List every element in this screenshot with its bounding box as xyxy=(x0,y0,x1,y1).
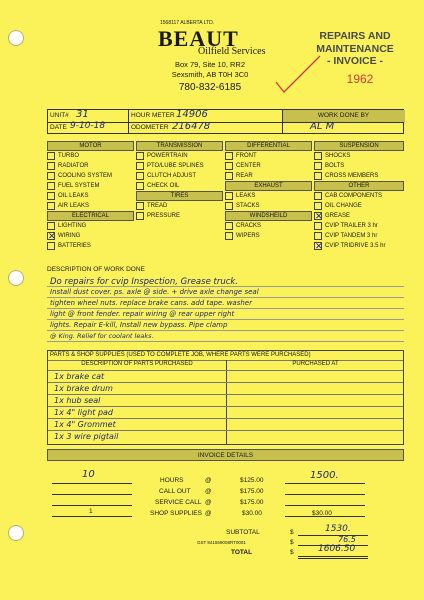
supplies-rate: $30.00 xyxy=(242,510,262,517)
part-row: 1x 3 wire pigtail xyxy=(54,432,119,441)
item-label: OIL LEAKS xyxy=(58,193,89,199)
item-label: WIRING xyxy=(58,233,81,239)
checkbox[interactable] xyxy=(136,162,144,170)
address-line: Sexsmith, AB T0H 3C0 xyxy=(171,70,249,79)
checkbox[interactable] xyxy=(314,222,322,230)
checkbox[interactable] xyxy=(314,172,322,180)
checkbox[interactable] xyxy=(225,172,233,180)
at-sign: @ xyxy=(205,477,212,484)
company-address xyxy=(150,60,270,80)
checkbox[interactable] xyxy=(136,182,144,190)
at-sign: @ xyxy=(205,510,212,517)
item-label: AIR LEAKS xyxy=(58,203,90,209)
checkbox-checked[interactable] xyxy=(314,242,322,250)
at-sign: @ xyxy=(205,499,212,506)
at-sign: @ xyxy=(205,488,212,495)
item-label: FUEL SYSTEM xyxy=(58,183,100,189)
callout-rate: $175.00 xyxy=(240,488,264,495)
item-label: CHECK OIL xyxy=(147,183,180,189)
unit-value: 31 xyxy=(76,109,89,120)
total-value: 1606.50 xyxy=(318,544,356,554)
date-value: 9-10-18 xyxy=(70,121,106,131)
item-label: TURBO xyxy=(58,153,79,159)
checkbox[interactable] xyxy=(47,172,55,180)
work-line: Install dust cover. ps. axle @ side. + drive axle change seal xyxy=(50,288,259,296)
checkbox[interactable] xyxy=(47,202,55,210)
invoice-number: 1962 xyxy=(346,72,374,86)
work-line: Do repairs for cvip Inspection, Grease truck. xyxy=(50,277,239,287)
punch-hole xyxy=(8,270,24,286)
part-row: 1x brake cat xyxy=(54,372,105,381)
service-call-label: SERVICE CALL xyxy=(155,499,202,506)
item-label: CLUTCH ADJUST xyxy=(147,173,197,179)
checkbox[interactable] xyxy=(225,152,233,160)
electrical-header: ELECTRICAL xyxy=(47,211,134,221)
checkmark-icon xyxy=(270,52,325,102)
punch-hole xyxy=(8,525,24,541)
item-label: CENTER xyxy=(236,163,261,169)
item-label: POWERTRAIN xyxy=(147,153,188,159)
tires-header: TIRES xyxy=(136,191,223,201)
item-label: CVIP TRIDRIVE 3.5 hr xyxy=(325,243,386,249)
hour-meter-value: 14906 xyxy=(176,109,208,120)
work-done-by-label: WORK DONE BY xyxy=(317,112,370,119)
item-label: CAB COMPONENTS xyxy=(325,193,383,199)
work-line: tighten wheel nuts. replace brake cans. add tape. washer xyxy=(50,299,252,307)
checkbox[interactable] xyxy=(47,182,55,190)
item-label: SHOCKS xyxy=(325,153,351,159)
work-done-by-value: AL M xyxy=(310,121,335,132)
item-label: WIPERS xyxy=(236,233,260,239)
work-category-grid xyxy=(47,141,404,261)
item-label: OIL CHANGE xyxy=(325,203,362,209)
checkbox[interactable] xyxy=(136,152,144,160)
item-label: FRONT xyxy=(236,153,257,159)
item-label: PRESSURE xyxy=(147,213,181,219)
checkbox-checked[interactable] xyxy=(47,232,55,240)
subtotal-label: SUBTOTAL xyxy=(226,529,260,536)
odometer-label: ODOMETER xyxy=(131,124,169,131)
item-label: LIGHTING xyxy=(58,223,87,229)
checkbox-checked[interactable] xyxy=(314,212,322,220)
item-label: STACKS xyxy=(236,203,260,209)
part-row: 1x 4" Grommet xyxy=(54,420,116,429)
item-label: PTO/LUBE SPLINES xyxy=(147,163,204,169)
checkbox[interactable] xyxy=(314,162,322,170)
supplies-qty: 1 xyxy=(89,508,93,515)
part-row: 1x 4" light pad xyxy=(54,408,114,417)
checkbox[interactable] xyxy=(47,162,55,170)
company-logo xyxy=(158,26,268,60)
odometer-value: 216478 xyxy=(172,121,211,132)
gst-value: 76.5 xyxy=(338,535,356,544)
checkbox[interactable] xyxy=(136,212,144,220)
service-call-rate: $175.00 xyxy=(240,499,264,506)
dollar-sign: $ xyxy=(290,529,294,536)
company-registration: 1568117 ALBERTA LTD. xyxy=(160,20,215,26)
differential-header: DIFFERENTIAL xyxy=(225,141,312,151)
item-label: CRACKS xyxy=(236,223,262,229)
checkbox[interactable] xyxy=(225,232,233,240)
dollar-sign: $ xyxy=(290,539,294,546)
company-phone: 780-832-6185 xyxy=(178,82,242,93)
title-line: MAINTENANCE xyxy=(316,42,394,55)
item-label: GREASE xyxy=(325,213,351,219)
suspension-header: SUSPENSION xyxy=(314,141,404,151)
item-label: RADIATOR xyxy=(58,163,89,169)
hour-meter-label: HOUR METER xyxy=(131,112,175,119)
item-label: CVIP TRAILER 3 hr xyxy=(325,223,378,229)
subtotal-value: 1530. xyxy=(325,524,351,534)
checkbox[interactable] xyxy=(225,162,233,170)
exhaust-header: EXHAUST xyxy=(225,181,312,191)
work-description-title: DESCRIPTION OF WORK DONE xyxy=(47,266,145,273)
checkbox[interactable] xyxy=(47,152,55,160)
gst-label: GST 841559008RT0001 xyxy=(197,540,246,545)
part-row: 1x brake drum xyxy=(54,384,113,393)
title-line: - INVOICE - xyxy=(326,55,383,67)
parts-title: PARTS & SHOP SUPPLIES (USED TO COMPLETE JOB, WHERE PARTS WERE PURCHASED) xyxy=(50,352,311,358)
unit-info-table xyxy=(47,109,404,134)
hours-label: HOURS xyxy=(160,477,184,484)
work-line: light @ front fender. repair wiring @ rear upper right xyxy=(50,310,235,318)
checkbox[interactable] xyxy=(136,172,144,180)
checkbox[interactable] xyxy=(225,192,233,200)
checkbox[interactable] xyxy=(47,222,55,230)
checkbox[interactable] xyxy=(47,192,55,200)
checkbox[interactable] xyxy=(136,202,144,210)
motor-header: MOTOR xyxy=(47,141,134,151)
hours-rate: $125.00 xyxy=(240,477,264,484)
checkbox[interactable] xyxy=(314,202,322,210)
address-line: Box 79, Site 10, RR2 xyxy=(174,60,246,69)
unit-label: UNIT# xyxy=(50,112,69,119)
dollar-sign: $ xyxy=(290,549,294,556)
item-label: LEAKS xyxy=(236,193,256,199)
checkbox[interactable] xyxy=(314,232,322,240)
item-label: TREAD xyxy=(147,203,168,209)
checkbox[interactable] xyxy=(47,242,55,250)
punch-hole xyxy=(8,30,24,46)
item-label: CROSS MEMBERS xyxy=(325,173,379,179)
checkbox[interactable] xyxy=(225,222,233,230)
item-label: BATTERIES xyxy=(58,243,91,249)
parts-table xyxy=(47,350,404,445)
shop-supplies-label: SHOP SUPPLIES xyxy=(150,510,202,517)
checkbox[interactable] xyxy=(314,152,322,160)
item-label: REAR xyxy=(236,173,253,179)
part-row: 1x hub seal xyxy=(54,396,101,405)
parts-col-purchased-at: PURCHASED AT xyxy=(292,361,339,367)
transmission-header: TRANSMISSION xyxy=(136,141,223,151)
callout-label: CALL OUT xyxy=(159,488,191,495)
checkbox[interactable] xyxy=(314,192,322,200)
work-line: lights. Repair E-kill, Install new bypass. Pipe clamp xyxy=(50,321,228,329)
work-line: @ King. Relief for coolant leaks. xyxy=(50,332,154,340)
other-header: OTHER xyxy=(314,181,404,191)
parts-col-description: DESCRIPTION OF PARTS PURCHASED xyxy=(81,361,193,367)
brand-name: BEAUT xyxy=(158,26,239,51)
item-label: COOLING SYSTEM xyxy=(58,173,113,179)
hours-qty: 10 xyxy=(82,469,95,480)
item-label: BOLTS xyxy=(325,163,345,169)
brand-subtitle: Oilfield Services xyxy=(198,46,266,57)
hours-total: 1500. xyxy=(310,470,339,481)
windshield-header: WINDSHEILD xyxy=(225,211,312,221)
supplies-total: $30.00 xyxy=(312,510,332,517)
total-label: TOTAL xyxy=(231,549,253,556)
item-label: CVIP TANDEM 3 hr xyxy=(325,233,378,239)
title-line: REPAIRS AND xyxy=(319,30,391,42)
invoice-details-header: INVOICE DETAILS xyxy=(47,449,404,461)
checkbox[interactable] xyxy=(225,202,233,210)
date-label: DATE xyxy=(50,124,67,131)
